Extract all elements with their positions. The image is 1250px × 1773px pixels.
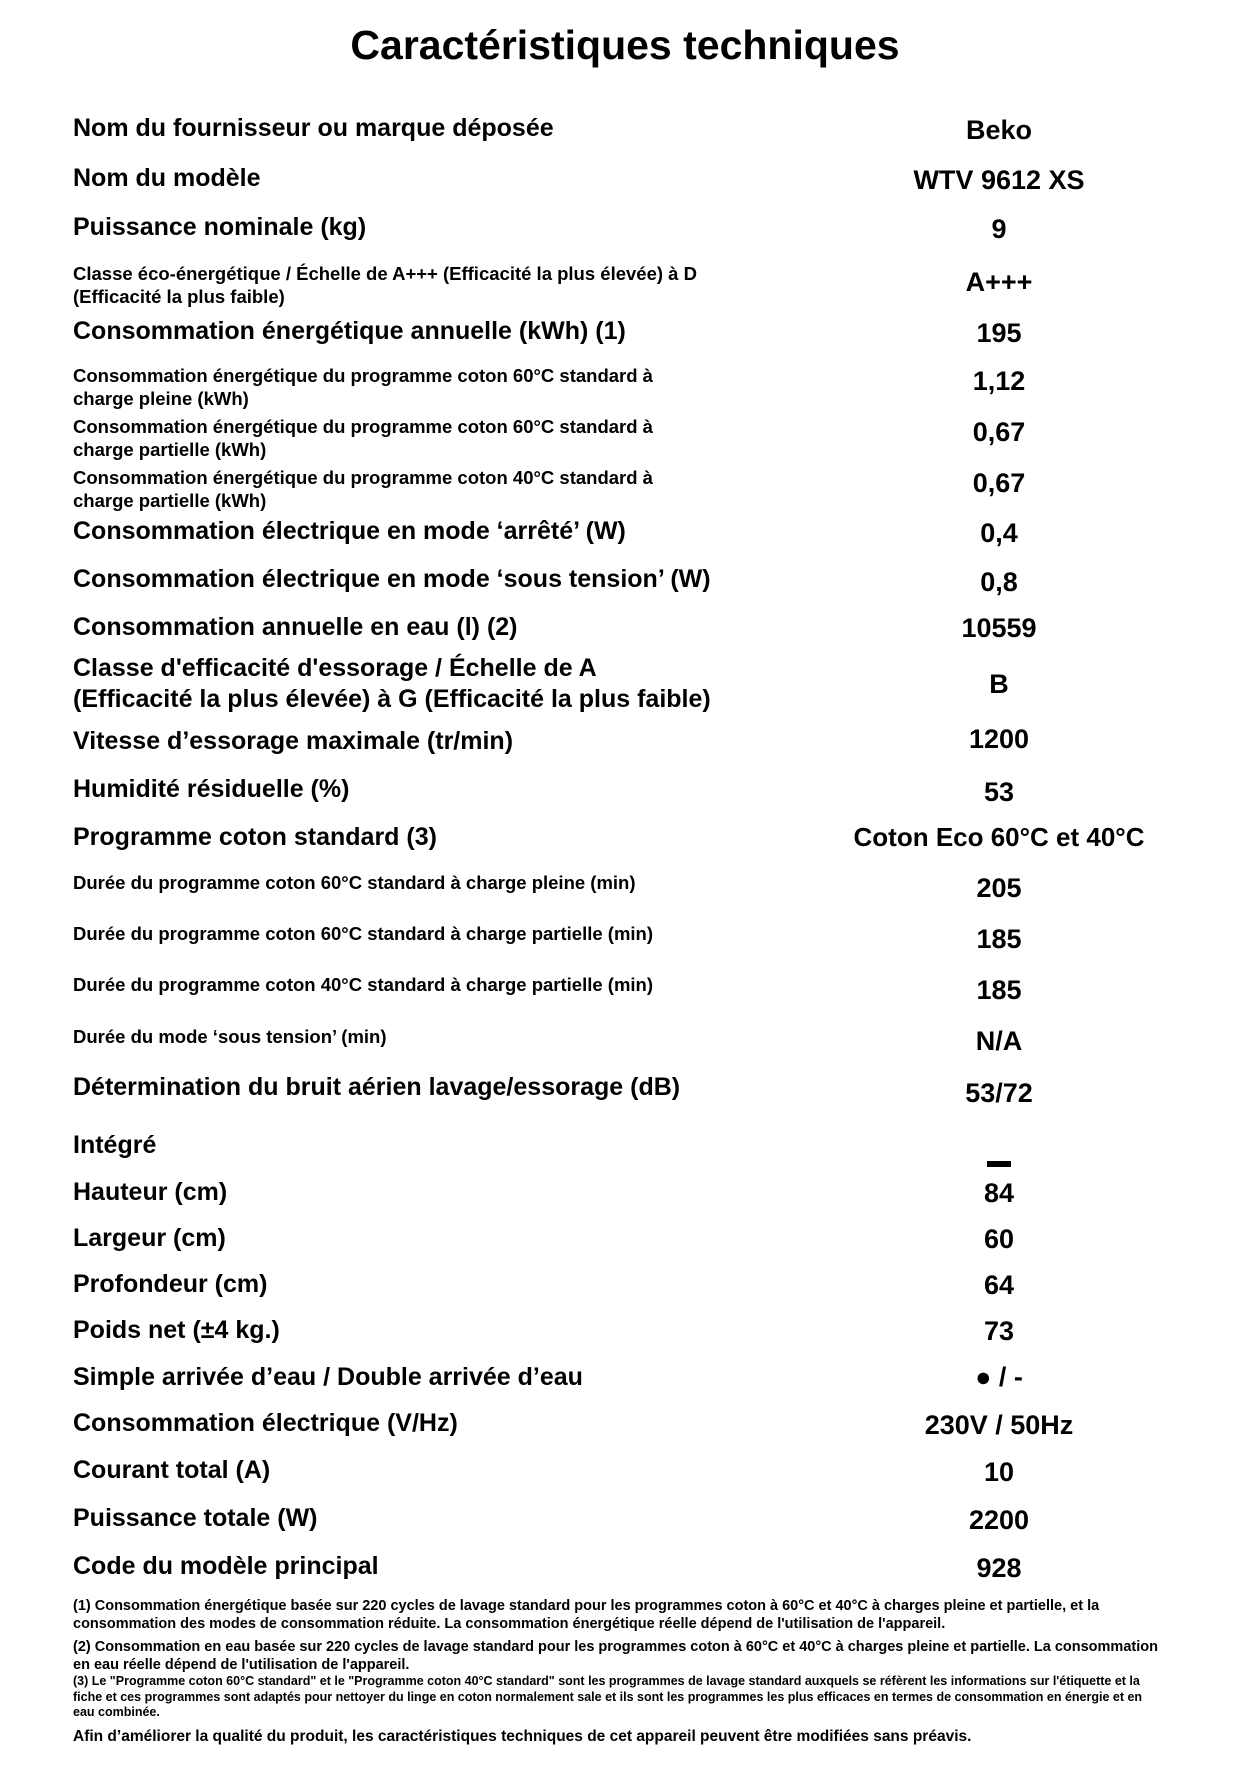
spec-value: 84 (983, 1178, 1015, 1208)
spec-value: 205 (976, 873, 1022, 903)
spec-value: N/A (975, 1026, 1023, 1056)
spec-value: 0,8 (980, 567, 1018, 597)
spec-value: 0,4 (980, 518, 1018, 548)
spec-label: Humidité résiduelle (%) (73, 775, 350, 803)
spec-value: 53/72 (965, 1078, 1033, 1108)
spec-label: Consommation annuelle en eau (l) (2) (73, 613, 518, 641)
spec-label: Profondeur (cm) (73, 1270, 268, 1298)
spec-value: 185 (976, 924, 1022, 954)
spec-label: Consommation énergétique annuelle (kWh) (1) (73, 317, 626, 345)
spec-label: Intégré (73, 1131, 157, 1159)
footnote-3: (3) Le "Programme coton 60°C standard" et le "Programme coton 40°C standard" sont les programmes de lavage standard auxquels se réfèrent les informations sur l'étiquette et la fiche et ces programmes sont adaptés pour nettoyer du linge en coton normalement sale et ils sont les programmes les plus efficaces en termes de consommation en énergie et en eau combinée. (73, 1674, 1143, 1719)
spec-label: Détermination du bruit aérien lavage/essorage (dB) (73, 1073, 681, 1101)
spec-value: 60 (983, 1224, 1015, 1254)
page-title: Caractéristiques techniques (350, 22, 900, 68)
spec-label: Poids net (±4 kg.) (73, 1316, 280, 1344)
spec-label: Code du modèle principal (73, 1552, 379, 1580)
spec-label: Puissance nominale (kg) (73, 213, 367, 241)
spec-label-line2: charge partielle (kWh) (73, 439, 267, 460)
spec-label: Simple arrivée d’eau / Double arrivée d’eau (73, 1363, 583, 1391)
spec-value: 2200 (968, 1505, 1030, 1535)
spec-value: Beko (965, 115, 1033, 145)
spec-value: 0,67 (972, 417, 1026, 447)
spec-label: Classe éco-énergétique / Échelle de A+++ (Efficacité la plus élevée) à D (73, 263, 697, 284)
spec-label: Consommation énergétique du programme coton 40°C standard à (73, 467, 653, 488)
spec-label-line2: charge partielle (kWh) (73, 490, 267, 511)
spec-value: WTV 9612 XS (913, 165, 1085, 195)
spec-label: Consommation électrique en mode ‘sous tension’ (W) (73, 565, 711, 593)
spec-label: Classe d'efficacité d'essorage / Échelle de A (73, 654, 597, 682)
footnote-1: (1) Consommation énergétique basée sur 220 cycles de lavage standard pour les programmes coton à 60°C et 40°C à charges pleine et partielle, et la consommation des modes de consommation réduite. La consommation énergétique réelle dépend de l'utilisation de l'appareil. (73, 1598, 1100, 1632)
spec-label: Courant total (A) (73, 1456, 271, 1484)
spec-value: 1,12 (972, 366, 1026, 396)
footnote-2: (2) Consommation en eau basée sur 220 cycles de lavage standard pour les programmes coton à 60°C et 40°C à charges pleine et partielle. La consommation en eau réelle dépend de l'utilisation de l'appareil. (73, 1639, 1158, 1673)
spec-value: 0,67 (972, 468, 1026, 498)
spec-label: Vitesse d’essorage maximale (tr/min) (73, 727, 514, 755)
spec-label-line2: (Efficacité la plus faible) (73, 286, 285, 307)
spec-label: Hauteur (cm) (73, 1178, 228, 1206)
spec-value: A+++ (965, 267, 1033, 297)
spec-label: Nom du fournisseur ou marque déposée (73, 114, 554, 142)
spec-value: 9 (991, 214, 1007, 244)
spec-label: Programme coton standard (3) (73, 823, 437, 851)
spec-label: Consommation électrique en mode ‘arrêté’ (W) (73, 517, 626, 545)
spec-label: Nom du modèle (73, 164, 261, 192)
spec-label-line2: charge pleine (kWh) (73, 388, 249, 409)
spec-label: Durée du programme coton 40°C standard à charge partielle (min) (73, 974, 654, 995)
spec-value: 1200 (968, 724, 1030, 754)
spec-label: Durée du programme coton 60°C standard à charge pleine (min) (73, 872, 636, 893)
spec-value: ● / - (975, 1362, 1023, 1392)
spec-label: Durée du mode ‘sous tension’ (min) (73, 1026, 387, 1047)
spec-value: 10559 (961, 613, 1037, 643)
disclaimer: Afin d’améliorer la qualité du produit, les caractéristiques techniques de cet appareil peuvent être modifiées sans préavis. (73, 1727, 972, 1745)
spec-value (799, 1159, 1199, 1169)
spec-value: B (989, 669, 1009, 699)
spec-value: 230V / 50Hz (924, 1410, 1074, 1440)
spec-label: Consommation énergétique du programme coton 60°C standard à (73, 416, 653, 437)
spec-label: Durée du programme coton 60°C standard à charge partielle (min) (73, 923, 654, 944)
spec-value: 185 (976, 975, 1022, 1005)
spec-value: Coton Eco 60°C et 40°C (853, 822, 1145, 852)
footnotes (73, 1597, 1163, 1747)
spec-value: 10 (983, 1457, 1015, 1487)
spec-label: Puissance totale (W) (73, 1504, 318, 1532)
spec-label: Consommation énergétique du programme coton 60°C standard à (73, 365, 653, 386)
dash-icon (987, 1161, 1011, 1167)
spec-value: 53 (983, 777, 1015, 807)
spec-label-line2: (Efficacité la plus élevée) à G (Efficacité la plus faible) (73, 685, 711, 713)
spec-value: 64 (983, 1270, 1015, 1300)
spec-label: Largeur (cm) (73, 1224, 226, 1252)
spec-value: 195 (976, 318, 1022, 348)
spec-value: 928 (976, 1553, 1022, 1583)
spec-label: Consommation électrique (V/Hz) (73, 1409, 458, 1437)
spec-value: 73 (983, 1316, 1015, 1346)
